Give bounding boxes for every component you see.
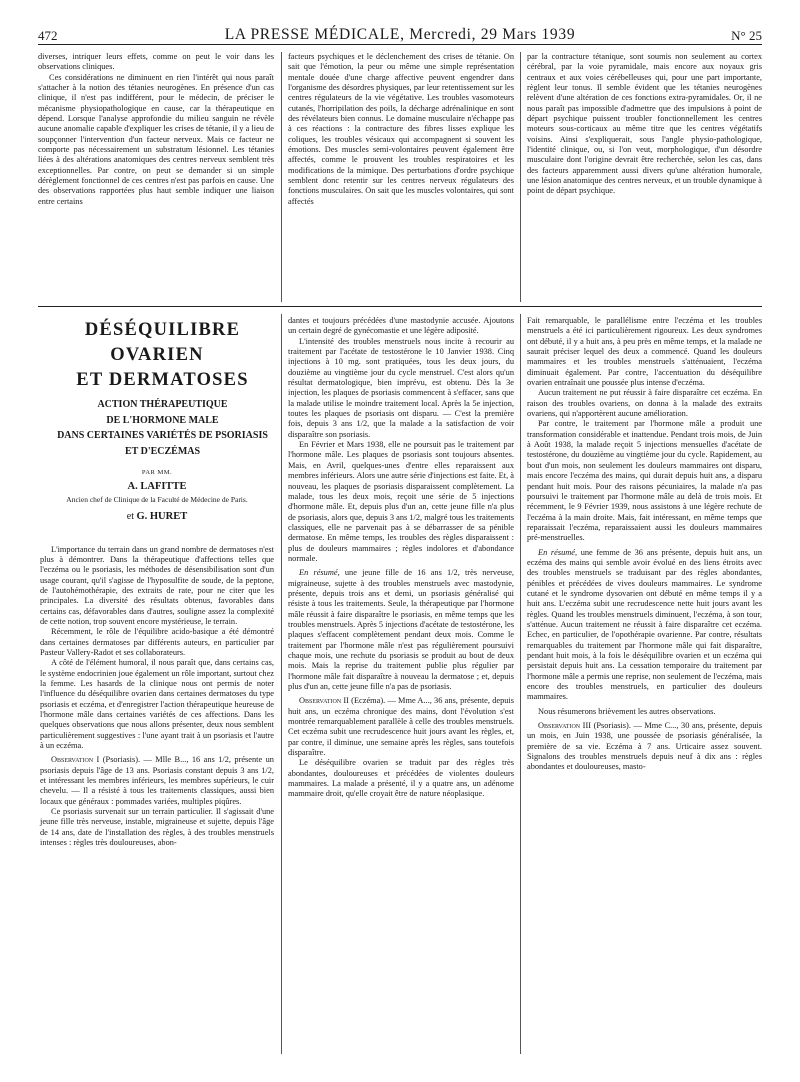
second-author <box>40 512 274 522</box>
paragraph: par la contracture tétanique, sont soumis non seulement au cortex cérébral, par la voie pyramidale, mais encore aux noyaux gris centraux et aux voies cérébelleuses qui, pour une part importante, règlent leur tonus. Il semble évident que les tétanies neurogènes relèvent d'une altération de ces fonctions extra-pyramidales. Or, il ne nous paraît pas impossible d'admettre que des impulsions à point de départ psychique puissent troubler fonctionnellement les centres moteurs sous-corticaux au même titre que les centres végétatifs voisins. Ainsi s'expliquerait, sous l'angle physio-pathologique, l'identité clinique, ou, si l'on veut, morphologique, d'un désordre musculaire dont l'origine devrait être recherchée, selon les cas, dans des facteurs apparemment aussi divers qu'une altération humorale, une lésion anatomique des centres nerveux, et un trouble dynamique à point de départ psychique. <box>527 52 762 196</box>
column-divider <box>281 314 282 1054</box>
author-name: A. LAFITTE <box>127 481 187 493</box>
article-column-2 <box>288 316 514 800</box>
paragraph: En Février et Mars 1938, elle ne poursuit pas le traitement par l'hormone mâle. Les plaques de psoriasis sont toujours absentes. Mais, en Avril, quelques-unes d'entre elles reparaissent aux membres inférieurs. Alors une autre série d'injections est faite. Et, à nouveau, les plaques de psoriasis disparaissent complètement. La malade, tous les deux mois, reçoit une série de 5 injections d'hormone mâle. Et, depuis plus d'un an, cette jeune fille n'a plus de psoriasis, alors que, depuis 3 ans 1/2, malgré tous les traitements classiques, elle ne parvenait pas à se débarrasser de sa pénible dermatose. En même temps, les troubles des règles disparaissent : plus de douleurs mammaires ; règles indolores et d'abondance normale. <box>288 440 514 563</box>
article-column-1 <box>40 318 274 849</box>
section-divider <box>38 306 762 307</box>
page-number: 472 <box>38 28 58 43</box>
byline-prefix: PAR MM. <box>141 469 173 476</box>
summary-paragraph: En résumé, une femme de 36 ans présente, depuis huit ans, un eczéma des mains qui semble avoir évolué en des liens étroits avec des troubles menstruels se traduisant par des règles abondantes, pénibles et précédées de vives douleurs mammaires. Le syndrome cutané et le syndrome dysovarien ont débuté en même temps il y a huit ans. L'eczéma subit une recrudescence nette huit jours avant les règles. Quand les troubles menstruels diminuent, l'eczéma, à son tour, s'atténue. Aucun traitement ne réussit à faire disparaître cet eczéma. Echec, en particulier, de l'opothérapie ovarienne. Par contre, résultats remarquables du traitement par l'hormone mâle qui fait disparaître, pendant huit mois, à la fois le déséquilibre ovarien et un eczéma qui persistait depuis huit ans. La cessation temporaire du traitement par l'hormone mâle a permis une reprise, non seulement de l'eczéma, mais encore des troubles menstruels, en particulier des douleurs mammaires. <box>527 547 762 702</box>
article-subtitle: ET D'ECZÉMAS <box>124 445 201 457</box>
paragraph: Récemment, le rôle de l'équilibre acido-basique a été démontré dans certaines dermatoses par différents auteurs, en particulier par Pasteur Vallery-Radot et ses collaborateurs. <box>40 627 274 657</box>
article-title: ET DERMATOSES <box>76 370 249 390</box>
observation-2: Observation II (Eczéma). — Mme A..., 36 ans, présente, depuis huit ans, un eczéma chronique des mains, dont l'évolution s'est montrée remarquablement parallèle à celle des troubles menstruels. Cet eczéma subit une recrudescence huit jours avant les règles, et, par contre, il diminue, une semaine après les règles, sans toutefois disparaître. <box>288 696 514 758</box>
issue-number: N° 25 <box>731 28 762 43</box>
paragraph: Par contre, le traitement par l'hormone mâle a produit une transformation considérable et inattendue. Pendant trois mois, de Juin à Août 1938, la malade reçoit 5 injections mensuelles d'acétate de testostérone, du douzième au vingtième jour du cycle. Rapidement, au bout d'un mois, non seulement les douleurs mammaires ont disparu, mais encore l'eczéma des mains, qui durait depuis huit ans, a disparu pendant huit mois. Pour des raisons pécuniaires, la malade n'a pas poursuivi le traitement par l'hormone mâle au delà de trois mois. Et récemment, le 9 Février 1939, nous assistons à une légère rechute de l'eczéma à la main droite. Mais, fait intéressant, en même temps que reparaissait l'eczéma, reparaissaient aussi les douleurs mammaires pré-menstruelles. <box>527 419 762 543</box>
column-divider <box>281 52 282 302</box>
article-column-3 <box>527 316 762 773</box>
paragraph: facteurs psychiques et le déclenchement des crises de tétanie. On sait que l'émotion, la peur ou même une simple représentation mentale douée d'une charge affective peuvent engendrer dans l'organisme des désordres physiques, par leur retentissement sur les centres régulateurs de la vie végétative. Les troubles vasomoteurs cutanés, l'horripilation des poils, la décharge adrénalinique en sont des révélateurs bien connus. Le domaine musculaire n'échappe pas à ces réactions : la contracture des fibres lisses explique les coliques, les troubles vésicaux qui accompagnent si souvent les émotions. Des muscles semi-volontaires peuvent également être affectés, comme le prouvent les troubles respiratoires et les modifications de la mimique. Des perturbations d'ordre psychique semblent donc retentir sur les centres nerveux régulateurs des fonctions musculaires. On sait que les muscles volontaires, qui sont affectés <box>288 52 514 206</box>
journal-title: LA PRESSE MÉDICALE, Mercredi, 29 Mars 1939 <box>224 26 576 43</box>
paragraph: Ces considérations ne diminuent en rien l'intérêt qui nous paraît s'attacher à la notion des tétanies neurogènes. En présence d'un cas clinique, il n'est pas indifférent, pour le médecin, de préciser le mécanisme physiopathologique en cause, car la thérapeutique en dépend. Lorsque l'analyse approfondie du milieu sanguin ne révèle aucune anomalie capable d'expliquer les crises de tétanie, il y a lieu de soupçonner l'intervention d'un facteur nerveux. Mais ce facteur ne comporte pas nécessairement un substratum lésionnel. Les tétanies liées à des altérations anatomiques des centres nerveux semblent très exceptionnelles. Par contre, on peut se demander si un simple dérèglement fonctionnel de ces centres n'est pas parfois en cause. Une des observations rapportées plus haut semble indiquer une liaison entre certains <box>38 72 274 206</box>
byline-conjunction: et <box>126 511 134 523</box>
top-column-2 <box>288 52 514 207</box>
paragraph: Le déséquilibre ovarien se traduit par des règles très abondantes, douloureuses et précédées de violentes douleurs mammaires. La malade a présenté, il y a quatre ans, un adénome mammaire droit, qu'elle croyait être de nature néoplasique. <box>288 758 514 799</box>
page-header <box>38 20 762 45</box>
column-divider <box>520 314 521 1054</box>
paragraph: diverses, intriquer leurs effets, comme on peut le voir dans les observations cliniques. <box>38 52 274 72</box>
column-divider <box>520 52 521 302</box>
top-column-1 <box>38 52 274 207</box>
observation-1: Observation I (Psoriasis). — Mlle B..., 16 ans 1/2, présente un psoriasis depuis l'âge de 13 ans. Psoriasis constant depuis 3 ans 1/2, et intéressant les membres inférieurs, les membres supérieurs, le cuir chevelu. — Il a résisté à tous les traitements classiques, aussi bien locaux que généraux : pommades variées, multiples piqûres. <box>40 755 274 806</box>
summary-label: En résumé <box>299 568 338 578</box>
article-title-block <box>40 318 274 523</box>
paragraph: Aucun traitement ne put réussir à faire disparaître cet eczéma. En raison des troubles ovariens, on donna à la malade des extraits ovariens, qui n'apportèrent aucune amélioration. <box>527 388 762 419</box>
author-affiliation: Ancien chef de Clinique de la Faculté de Médecine de Paris. <box>66 494 248 504</box>
article-subtitle: ACTION THÉRAPEUTIQUE <box>97 399 228 410</box>
author-name: G. HURET <box>136 511 188 523</box>
observation-3: Observation III (Psoriasis). — Mme C..., 30 ans, présente, depuis un mois, en Juin 1938, une poussée de psoriasis généralisée, la première de sa vie. Eczéma à 7 ans. Urticaire assez souvent. Signalons des troubles menstruels depuis neuf à dix ans : règles abondantes et douloureuses, masto- <box>527 721 762 772</box>
article-subtitle: DE L'HORMONE MALE <box>106 414 219 426</box>
paragraph: Nous résumerons brièvement les autres observations. <box>538 706 716 716</box>
article-subtitle: DANS CERTAINES VARIÉTÉS DE PSORIASIS <box>57 430 268 441</box>
paragraph: L'importance du terrain dans un grand nombre de dermatoses n'est plus à démontrer. Dans la thérapeutique d'affections telles que l'eczéma ou le psoriasis, les méthodes de désensibilisation sont d'un usage courant, qu'il s'agisse de l'hyposulfite de soude, de la peptone, de l'autohémothérapie, des extraits de rate, pour ne citer que les principales. La diversité des résultats obtenus, favorables dans certains cas, défavorables dans d'autres, souligne assez la complexité de cette notion, trop souvent encore mystérieuse, le terrain. <box>40 544 274 626</box>
paragraph: L'intensité des troubles menstruels nous incite à recourir au traitement par l'acétate de testostérone le 10 Janvier 1938. Cinq injections à 10 mg. sont pratiquées, tous les deux jours, du douzième au vingtième jour du cycle menstruel. C'est alors qu'un résultat dermatologique, bien imprévu, est obtenu. Dès la 3e injection, les plaques de psoriasis commencent à s'effacer, sans que la malade utilise le moindre traitement local. Après la 5e injection, toutes les plaques de psoriasis ont disparu. — C'est la première fois, depuis 3 ans 1/2, que la malade a la satisfaction de voir disparaître son psoriasis. <box>288 336 514 439</box>
observation-label: Observation III <box>538 721 592 731</box>
observation-label: Observation II <box>299 696 349 706</box>
summary-paragraph: En résumé, une jeune fille de 16 ans 1/2, très nerveuse, migraineuse, sujette à des troubles menstruels avec mastodynie, présente, depuis trois ans et demi, un psoriasis généralisé qui résiste à tous les traitements. Seule, la thérapeutique par l'hormone mâle réussit à faire disparaître le psoriasis, en même temps que les troubles menstruels. Après 5 injections d'acétate de testostérone, les plaques s'effacent complètement pendant deux mois. Comme le traitement par l'hormone mâle n'est pas régulièrement poursuivi chaque mois, une rechute du psoriasis se produit au bout de deux mois. Mais la reprise du traitement publie plus régulier par l'hormone mâle fait disparaître à nouveau la dermatose ; et, depuis plus d'un an, cette jeune fille n'a pas de psoriasis. <box>288 568 514 692</box>
observation-label: Observation I <box>51 755 100 765</box>
paragraph: Ce psoriasis survenait sur un terrain particulier. Il s'agissait d'une jeune fille très nerveuse, instable, migraineuse et sujette, depuis l'âge de 14 ans, date de l'installation des règles, à des troubles menstruels intenses : règles très douloureuses, abon- <box>40 807 274 848</box>
top-column-3 <box>527 52 762 197</box>
paragraph: dantes et toujours précédées d'une mastodynie accusée. Ajoutons un certain degré de gynécomastie et une légère adiposité. <box>288 316 514 336</box>
summary-label: En résumé <box>538 547 575 557</box>
paragraph: Fait remarquable, le parallélisme entre l'eczéma et les troubles menstruels a été ici particulièrement rigoureux. Les deux syndromes ont débuté, il y a huit ans, à peu près en même temps, et la malade ne saurait préciser lequel des deux a commencé. Quand les douleurs mammaires et les troubles menstruels s'atténuaient, l'eczéma diminuait également. Par contre, l'accentuation du déséquilibre ovarien entraînait une poussée plus intense d'eczéma. <box>527 316 762 388</box>
article-title: DÉSÉQUILIBRE OVARIEN <box>84 320 241 365</box>
paragraph: A côté de l'élément humoral, il nous paraît que, dans certains cas, le système endocrinien joue également un rôle important, surtout chez la femme. Les hasards de la clinique nous ont permis de noter l'influence du déséquilibre ovarien dans certaines dermatoses du type psoriasis et eczéma, et d'enregistrer l'action thérapeutique heureuse de l'hormone mâle dans certaines variétés de ces affections. Dans les quelques observations que nous allons présenter, deux nous semblent particulièrement suggestives : l'une ayant trait à un psoriasis et l'autre à un eczéma. <box>40 658 275 751</box>
